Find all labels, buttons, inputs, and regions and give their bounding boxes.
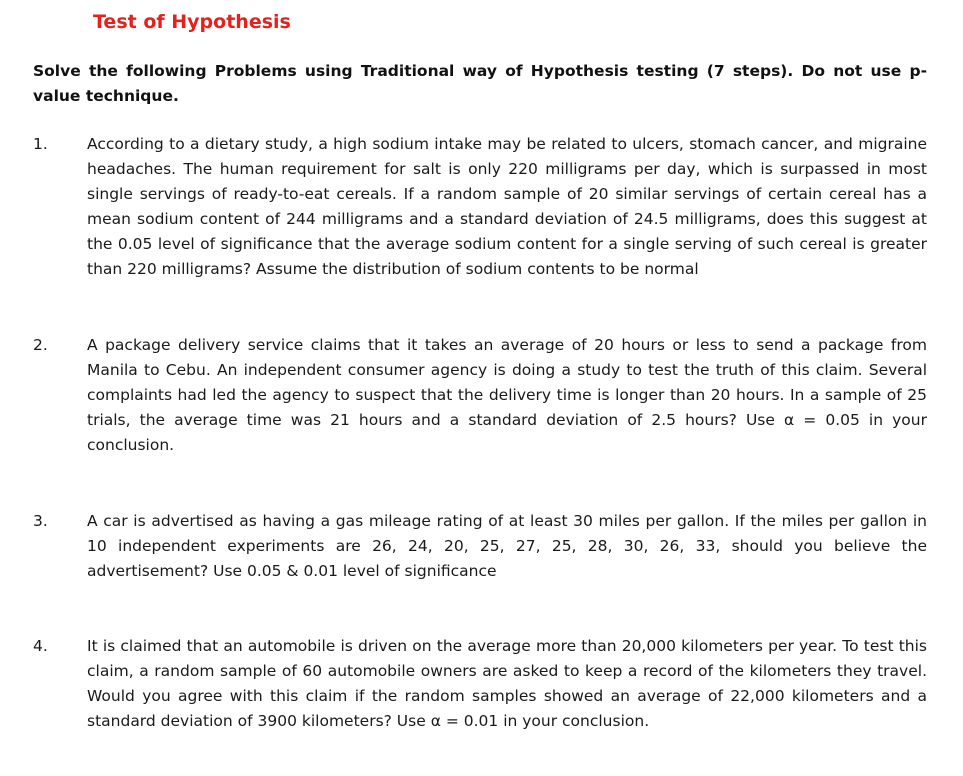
problem-number: 4. bbox=[33, 637, 48, 655]
document-title: Test of Hypothesis bbox=[93, 11, 291, 33]
problem-text: It is claimed that an automobile is driven on the average more than 20,000 kilometers per year. To test this claim, a random sample of 60 automobile owners are asked to keep a record of the kilometers they travel. Would you agree with this claim if the random samples showed an average of 22,000 kilometers and a standard deviation of 3900 kilometers? Use α = 0.01 in your conclusion. bbox=[87, 637, 927, 730]
instructions: Solve the following Problems using Traditional way of Hypothesis testing (7 steps). Do not use p-value technique. bbox=[33, 62, 927, 105]
problem-text: A package delivery service claims that it takes an average of 20 hours or less to send a package from Manila to Cebu. An independent consumer agency is doing a study to test the truth of this claim. Several complaints had led the agency to suspect that the delivery time is longer than 20 hours. In a sample of 25 trials, the average time was 21 hours and a standard deviation of 2.5 hours? Use α = 0.05 in your conclusion. bbox=[87, 336, 927, 454]
problem-text: According to a dietary study, a high sodium intake may be related to ulcers, stomach cancer, and migraine headaches. The human requirement for salt is only 220 milligrams per day, which is surpassed in most single servings of ready-to-eat cereals. If a random sample of 20 similar servings of certain cereal has a mean sodium content of 244 milligrams and a standard deviation of 24.5 milligrams, does this suggest at the 0.05 level of significance that the average sodium content for a single serving of such cereal is greater than 220 milligrams? Assume the distribution of sodium contents to be normal bbox=[87, 135, 927, 278]
problem-number: 1. bbox=[33, 135, 48, 153]
problem-text: A car is advertised as having a gas mileage rating of at least 30 miles per gallon. If the miles per gallon in 10 independent experiments are 26, 24, 20, 25, 27, 25, 28, 30, 26, 33, should you believe the advertisement? Use 0.05 & 0.01 level of significance bbox=[87, 512, 927, 580]
problem-number: 3. bbox=[33, 512, 48, 530]
problem-number: 2. bbox=[33, 336, 48, 354]
